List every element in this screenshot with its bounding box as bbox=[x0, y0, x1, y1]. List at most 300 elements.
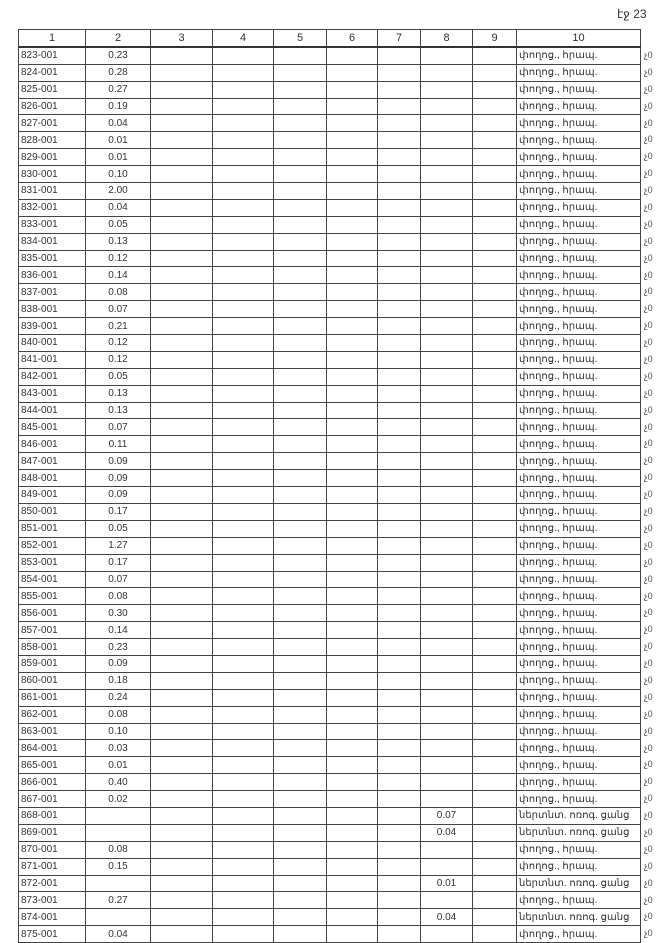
cell-col-1: 870-001 bbox=[19, 841, 86, 858]
cell-col-9 bbox=[473, 655, 517, 672]
cell-col-9 bbox=[473, 841, 517, 858]
cell-col-5 bbox=[274, 588, 327, 605]
margin-mark: չ0 bbox=[644, 793, 653, 804]
cell-col-8 bbox=[421, 199, 473, 216]
margin-mark: չ0 bbox=[644, 472, 653, 483]
margin-mark: չ0 bbox=[644, 658, 653, 669]
table-row bbox=[19, 520, 641, 537]
cell-col-5 bbox=[274, 199, 327, 216]
cell-col-2: 0.14 bbox=[86, 267, 151, 284]
table-row bbox=[19, 335, 641, 352]
cell-col-1: 855-001 bbox=[19, 588, 86, 605]
cell-col-7 bbox=[378, 335, 421, 352]
cell-col-7 bbox=[378, 588, 421, 605]
cell-col-4 bbox=[213, 470, 274, 487]
cell-col-8 bbox=[421, 64, 473, 81]
cell-col-7 bbox=[378, 47, 421, 64]
cell-col-10: ներտնտ. ոռոգ. ցանց bbox=[517, 824, 641, 841]
cell-col-2: 0.27 bbox=[86, 892, 151, 909]
margin-mark: չ0 bbox=[644, 624, 653, 635]
cell-col-4 bbox=[213, 605, 274, 622]
table-row bbox=[19, 672, 641, 689]
margin-mark: չ0 bbox=[644, 708, 653, 719]
cell-col-9 bbox=[473, 166, 517, 183]
cell-col-2: 1.27 bbox=[86, 537, 151, 554]
cell-col-6 bbox=[327, 318, 378, 335]
cell-col-7 bbox=[378, 875, 421, 892]
table-row bbox=[19, 233, 641, 250]
margin-mark: չ0 bbox=[644, 826, 653, 837]
cell-col-2: 0.07 bbox=[86, 419, 151, 436]
cell-col-8 bbox=[421, 385, 473, 402]
cell-col-7 bbox=[378, 199, 421, 216]
cell-col-10: փողոց., հրապ. bbox=[517, 791, 641, 808]
cell-col-8 bbox=[421, 81, 473, 98]
cell-col-10: փողոց., հրապ. bbox=[517, 47, 641, 64]
cell-col-5 bbox=[274, 622, 327, 639]
cell-col-6 bbox=[327, 166, 378, 183]
cell-col-6 bbox=[327, 183, 378, 200]
margin-mark: չ0 bbox=[644, 877, 653, 888]
cell-col-5 bbox=[274, 875, 327, 892]
cell-col-7 bbox=[378, 706, 421, 723]
cell-col-6 bbox=[327, 419, 378, 436]
table-row bbox=[19, 723, 641, 740]
cell-col-6 bbox=[327, 149, 378, 166]
col-header-2: 2 bbox=[86, 30, 151, 47]
cell-col-2: 0.17 bbox=[86, 503, 151, 520]
cell-col-9 bbox=[473, 368, 517, 385]
cell-col-10: փողոց., հրապ. bbox=[517, 723, 641, 740]
cell-col-3 bbox=[151, 571, 213, 588]
cell-col-2: 0.07 bbox=[86, 301, 151, 318]
cell-col-9 bbox=[473, 774, 517, 791]
cell-col-7 bbox=[378, 909, 421, 926]
cell-col-2: 0.11 bbox=[86, 436, 151, 453]
cell-col-3 bbox=[151, 301, 213, 318]
cell-col-3 bbox=[151, 351, 213, 368]
cell-col-5 bbox=[274, 774, 327, 791]
cell-col-10: փողոց., հրապ. bbox=[517, 841, 641, 858]
table-row bbox=[19, 64, 641, 81]
cell-col-10: փողոց., հրապ. bbox=[517, 81, 641, 98]
cell-col-4 bbox=[213, 791, 274, 808]
cell-col-1: 861-001 bbox=[19, 689, 86, 706]
margin-mark: չ0 bbox=[644, 438, 653, 449]
cell-col-1: 827-001 bbox=[19, 115, 86, 132]
cell-col-7 bbox=[378, 453, 421, 470]
cell-col-5 bbox=[274, 571, 327, 588]
cell-col-10: փողոց., հրապ. bbox=[517, 233, 641, 250]
cell-col-9 bbox=[473, 284, 517, 301]
cell-col-4 bbox=[213, 672, 274, 689]
cell-col-1: 862-001 bbox=[19, 706, 86, 723]
cell-col-3 bbox=[151, 318, 213, 335]
cell-col-9 bbox=[473, 64, 517, 81]
margin-mark: չ0 bbox=[644, 151, 653, 162]
margin-marks bbox=[644, 47, 653, 942]
cell-col-9 bbox=[473, 487, 517, 504]
cell-col-9 bbox=[473, 689, 517, 706]
cell-col-8 bbox=[421, 757, 473, 774]
cell-col-1: 859-001 bbox=[19, 655, 86, 672]
cell-col-5 bbox=[274, 250, 327, 267]
cell-col-7 bbox=[378, 233, 421, 250]
cell-col-6 bbox=[327, 351, 378, 368]
cell-col-8 bbox=[421, 216, 473, 233]
cell-col-2: 0.12 bbox=[86, 335, 151, 352]
cell-col-2: 0.08 bbox=[86, 588, 151, 605]
cell-col-8 bbox=[421, 419, 473, 436]
cell-col-4 bbox=[213, 385, 274, 402]
cell-col-1: 869-001 bbox=[19, 824, 86, 841]
cell-col-8 bbox=[421, 723, 473, 740]
margin-mark: չ0 bbox=[644, 303, 653, 314]
cell-col-5 bbox=[274, 841, 327, 858]
cell-col-9 bbox=[473, 351, 517, 368]
cell-col-6 bbox=[327, 487, 378, 504]
cell-col-6 bbox=[327, 132, 378, 149]
cell-col-4 bbox=[213, 554, 274, 571]
cell-col-7 bbox=[378, 402, 421, 419]
margin-mark: չ0 bbox=[644, 134, 653, 145]
table-row bbox=[19, 824, 641, 841]
cell-col-1: 824-001 bbox=[19, 64, 86, 81]
cell-col-2: 0.01 bbox=[86, 757, 151, 774]
cell-col-3 bbox=[151, 689, 213, 706]
table-row bbox=[19, 622, 641, 639]
cell-col-6 bbox=[327, 807, 378, 824]
cell-col-9 bbox=[473, 436, 517, 453]
cell-col-8 bbox=[421, 368, 473, 385]
cell-col-1: 863-001 bbox=[19, 723, 86, 740]
cell-col-6 bbox=[327, 672, 378, 689]
cell-col-3 bbox=[151, 47, 213, 64]
cell-col-6 bbox=[327, 774, 378, 791]
cell-col-8 bbox=[421, 267, 473, 284]
table-row bbox=[19, 166, 641, 183]
col-header-7: 7 bbox=[378, 30, 421, 47]
margin-mark: չ0 bbox=[644, 590, 653, 601]
cell-col-3 bbox=[151, 419, 213, 436]
margin-mark: չ0 bbox=[644, 489, 653, 500]
cell-col-5 bbox=[274, 858, 327, 875]
table-row bbox=[19, 740, 641, 757]
cell-col-9 bbox=[473, 892, 517, 909]
cell-col-3 bbox=[151, 166, 213, 183]
cell-col-2: 0.03 bbox=[86, 740, 151, 757]
cell-col-9 bbox=[473, 639, 517, 656]
cell-col-8 bbox=[421, 183, 473, 200]
cell-col-9 bbox=[473, 706, 517, 723]
cell-col-1: 872-001 bbox=[19, 875, 86, 892]
table-row bbox=[19, 351, 641, 368]
cell-col-7 bbox=[378, 115, 421, 132]
cell-col-10: փողոց., հրապ. bbox=[517, 436, 641, 453]
cell-col-4 bbox=[213, 841, 274, 858]
table-row bbox=[19, 757, 641, 774]
cell-col-10: փողոց., հրապ. bbox=[517, 453, 641, 470]
table-row bbox=[19, 419, 641, 436]
cell-col-5 bbox=[274, 723, 327, 740]
margin-mark: չ0 bbox=[644, 674, 653, 685]
cell-col-6 bbox=[327, 926, 378, 943]
cell-col-2: 0.09 bbox=[86, 470, 151, 487]
cell-col-5 bbox=[274, 301, 327, 318]
cell-col-6 bbox=[327, 81, 378, 98]
cell-col-4 bbox=[213, 892, 274, 909]
cell-col-4 bbox=[213, 622, 274, 639]
cell-col-7 bbox=[378, 892, 421, 909]
cell-col-8 bbox=[421, 774, 473, 791]
cell-col-9 bbox=[473, 858, 517, 875]
table-row bbox=[19, 791, 641, 808]
cell-col-2: 0.01 bbox=[86, 132, 151, 149]
cell-col-3 bbox=[151, 453, 213, 470]
cell-col-5 bbox=[274, 503, 327, 520]
cell-col-9 bbox=[473, 926, 517, 943]
cell-col-8 bbox=[421, 453, 473, 470]
cell-col-8 bbox=[421, 706, 473, 723]
cell-col-1: 843-001 bbox=[19, 385, 86, 402]
cell-col-2: 0.05 bbox=[86, 368, 151, 385]
cell-col-9 bbox=[473, 824, 517, 841]
cell-col-10: փողոց., հրապ. bbox=[517, 402, 641, 419]
cell-col-3 bbox=[151, 284, 213, 301]
cell-col-5 bbox=[274, 368, 327, 385]
cell-col-9 bbox=[473, 875, 517, 892]
cell-col-9 bbox=[473, 402, 517, 419]
cell-col-2: 0.19 bbox=[86, 98, 151, 115]
table-row bbox=[19, 301, 641, 318]
table-row bbox=[19, 841, 641, 858]
cell-col-8 bbox=[421, 689, 473, 706]
cell-col-7 bbox=[378, 655, 421, 672]
cell-col-6 bbox=[327, 892, 378, 909]
cell-col-8 bbox=[421, 132, 473, 149]
cell-col-8: 0.01 bbox=[421, 875, 473, 892]
cell-col-6 bbox=[327, 216, 378, 233]
cell-col-10: փողոց., հրապ. bbox=[517, 537, 641, 554]
cell-col-7 bbox=[378, 689, 421, 706]
cell-col-4 bbox=[213, 639, 274, 656]
table-row bbox=[19, 875, 641, 892]
cell-col-1: 854-001 bbox=[19, 571, 86, 588]
cell-col-8 bbox=[421, 672, 473, 689]
cell-col-5 bbox=[274, 385, 327, 402]
cell-col-2 bbox=[86, 824, 151, 841]
cell-col-4 bbox=[213, 267, 274, 284]
table-row bbox=[19, 216, 641, 233]
cell-col-6 bbox=[327, 115, 378, 132]
cell-col-7 bbox=[378, 723, 421, 740]
cell-col-9 bbox=[473, 47, 517, 64]
cell-col-1: 834-001 bbox=[19, 233, 86, 250]
cell-col-1: 856-001 bbox=[19, 605, 86, 622]
margin-mark: չ0 bbox=[644, 928, 653, 939]
cell-col-7 bbox=[378, 672, 421, 689]
margin-mark: չ0 bbox=[644, 66, 653, 77]
cell-col-10: փողոց., հրապ. bbox=[517, 520, 641, 537]
col-header-3: 3 bbox=[151, 30, 213, 47]
margin-mark: չ0 bbox=[644, 894, 653, 905]
cell-col-6 bbox=[327, 233, 378, 250]
cell-col-5 bbox=[274, 132, 327, 149]
cell-col-4 bbox=[213, 689, 274, 706]
cell-col-7 bbox=[378, 436, 421, 453]
cell-col-3 bbox=[151, 487, 213, 504]
col-header-10: 10 bbox=[517, 30, 641, 47]
cell-col-5 bbox=[274, 216, 327, 233]
cell-col-3 bbox=[151, 520, 213, 537]
cell-col-1: 845-001 bbox=[19, 419, 86, 436]
cell-col-10: փողոց., հրապ. bbox=[517, 706, 641, 723]
cell-col-9 bbox=[473, 183, 517, 200]
cell-col-8 bbox=[421, 892, 473, 909]
cell-col-1: 829-001 bbox=[19, 149, 86, 166]
cell-col-6 bbox=[327, 284, 378, 301]
margin-mark: չ0 bbox=[644, 337, 653, 348]
cell-col-6 bbox=[327, 436, 378, 453]
cell-col-3 bbox=[151, 385, 213, 402]
cell-col-2: 0.10 bbox=[86, 166, 151, 183]
margin-mark: չ0 bbox=[644, 185, 653, 196]
cell-col-6 bbox=[327, 453, 378, 470]
cell-col-3 bbox=[151, 267, 213, 284]
margin-mark: չ0 bbox=[644, 759, 653, 770]
cell-col-7 bbox=[378, 81, 421, 98]
table-row bbox=[19, 183, 641, 200]
cell-col-9 bbox=[473, 250, 517, 267]
cell-col-3 bbox=[151, 672, 213, 689]
cell-col-9 bbox=[473, 723, 517, 740]
cell-col-10: փողոց., հրապ. bbox=[517, 655, 641, 672]
cell-col-2: 0.08 bbox=[86, 706, 151, 723]
cell-col-2: 0.12 bbox=[86, 250, 151, 267]
cell-col-5 bbox=[274, 115, 327, 132]
cell-col-10: փողոց., հրապ. bbox=[517, 64, 641, 81]
cell-col-4 bbox=[213, 824, 274, 841]
margin-mark: չ0 bbox=[644, 202, 653, 213]
margin-mark: չ0 bbox=[644, 370, 653, 381]
cell-col-1: 860-001 bbox=[19, 672, 86, 689]
cell-col-8 bbox=[421, 233, 473, 250]
cell-col-6 bbox=[327, 622, 378, 639]
cell-col-7 bbox=[378, 351, 421, 368]
cell-col-5 bbox=[274, 807, 327, 824]
cell-col-3 bbox=[151, 757, 213, 774]
cell-col-6 bbox=[327, 250, 378, 267]
cell-col-4 bbox=[213, 537, 274, 554]
cell-col-7 bbox=[378, 318, 421, 335]
cell-col-2: 0.28 bbox=[86, 64, 151, 81]
cell-col-4 bbox=[213, 503, 274, 520]
table-row bbox=[19, 47, 641, 64]
land-parcel-table bbox=[18, 29, 641, 943]
cell-col-2: 0.23 bbox=[86, 639, 151, 656]
cell-col-6 bbox=[327, 791, 378, 808]
cell-col-4 bbox=[213, 875, 274, 892]
margin-mark: չ0 bbox=[644, 404, 653, 415]
cell-col-6 bbox=[327, 470, 378, 487]
cell-col-7 bbox=[378, 166, 421, 183]
cell-col-4 bbox=[213, 216, 274, 233]
cell-col-10: փողոց., հրապ. bbox=[517, 385, 641, 402]
cell-col-5 bbox=[274, 419, 327, 436]
table-row bbox=[19, 402, 641, 419]
cell-col-7 bbox=[378, 503, 421, 520]
cell-col-2: 0.30 bbox=[86, 605, 151, 622]
cell-col-1: 871-001 bbox=[19, 858, 86, 875]
cell-col-1: 825-001 bbox=[19, 81, 86, 98]
cell-col-2: 0.02 bbox=[86, 791, 151, 808]
cell-col-3 bbox=[151, 335, 213, 352]
cell-col-6 bbox=[327, 199, 378, 216]
cell-col-5 bbox=[274, 689, 327, 706]
cell-col-8 bbox=[421, 301, 473, 318]
cell-col-8: 0.04 bbox=[421, 824, 473, 841]
cell-col-9 bbox=[473, 318, 517, 335]
cell-col-4 bbox=[213, 250, 274, 267]
table-row bbox=[19, 453, 641, 470]
cell-col-5 bbox=[274, 791, 327, 808]
margin-mark: չ0 bbox=[644, 843, 653, 854]
cell-col-1: 833-001 bbox=[19, 216, 86, 233]
cell-col-9 bbox=[473, 520, 517, 537]
cell-col-2 bbox=[86, 909, 151, 926]
cell-col-9 bbox=[473, 470, 517, 487]
cell-col-5 bbox=[274, 909, 327, 926]
cell-col-10: փողոց., հրապ. bbox=[517, 115, 641, 132]
table-row bbox=[19, 115, 641, 132]
cell-col-6 bbox=[327, 706, 378, 723]
cell-col-7 bbox=[378, 64, 421, 81]
cell-col-4 bbox=[213, 909, 274, 926]
cell-col-5 bbox=[274, 402, 327, 419]
cell-col-7 bbox=[378, 740, 421, 757]
margin-mark: չ0 bbox=[644, 860, 653, 871]
margin-mark: չ0 bbox=[644, 776, 653, 787]
cell-col-5 bbox=[274, 537, 327, 554]
cell-col-10: փողոց., հրապ. bbox=[517, 183, 641, 200]
cell-col-1: 851-001 bbox=[19, 520, 86, 537]
cell-col-9 bbox=[473, 537, 517, 554]
cell-col-10: փողոց., հրապ. bbox=[517, 639, 641, 656]
cell-col-2: 0.24 bbox=[86, 689, 151, 706]
cell-col-4 bbox=[213, 774, 274, 791]
cell-col-2: 0.09 bbox=[86, 655, 151, 672]
cell-col-1: 836-001 bbox=[19, 267, 86, 284]
cell-col-10: փողոց., հրապ. bbox=[517, 301, 641, 318]
table-row bbox=[19, 588, 641, 605]
cell-col-4 bbox=[213, 436, 274, 453]
table-row bbox=[19, 909, 641, 926]
cell-col-3 bbox=[151, 199, 213, 216]
cell-col-10: փողոց., հրապ. bbox=[517, 419, 641, 436]
cell-col-5 bbox=[274, 149, 327, 166]
page-number: էջ 23 bbox=[617, 7, 647, 21]
margin-mark: չ0 bbox=[644, 269, 653, 280]
cell-col-7 bbox=[378, 537, 421, 554]
cell-col-9 bbox=[473, 115, 517, 132]
cell-col-5 bbox=[274, 487, 327, 504]
cell-col-4 bbox=[213, 132, 274, 149]
cell-col-1: 844-001 bbox=[19, 402, 86, 419]
cell-col-7 bbox=[378, 385, 421, 402]
cell-col-1: 832-001 bbox=[19, 199, 86, 216]
cell-col-3 bbox=[151, 605, 213, 622]
col-header-8: 8 bbox=[421, 30, 473, 47]
